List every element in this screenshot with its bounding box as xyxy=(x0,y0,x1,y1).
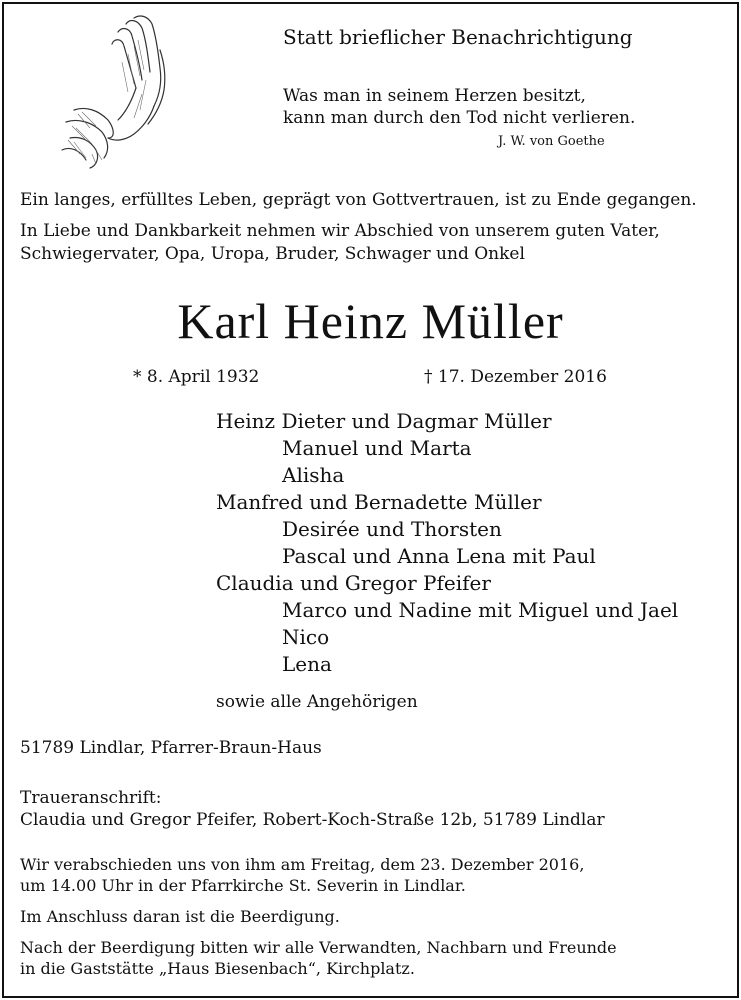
family-item: Alisha xyxy=(282,463,345,487)
quote-line-1: Was man in seinem Herzen besitzt, xyxy=(283,86,586,106)
quote-line-2: kann man durch den Tod nicht verlieren. xyxy=(283,108,636,128)
family-item: Lena xyxy=(282,652,332,676)
birth-date: * 8. April 1932 xyxy=(133,367,260,387)
relatives-note: sowie alle Angehörigen xyxy=(216,692,418,712)
family-item: Manuel und Marta xyxy=(282,436,472,460)
family-item: Claudia und Gregor Pfeifer xyxy=(216,571,491,595)
deceased-name: Karl Heinz Müller xyxy=(177,293,564,349)
notice-heading: Statt brieflicher Benachrichtigung xyxy=(283,25,633,49)
location-line: 51789 Lindlar, Pfarrer-Braun-Haus xyxy=(20,738,322,758)
family-list xyxy=(216,408,678,678)
praying-hands-icon xyxy=(56,10,186,170)
family-item: Marco und Nadine mit Miguel und Jael xyxy=(282,598,679,622)
invite-line-1: Nach der Beerdigung bitten wir alle Verwandten, Nachbarn und Freunde xyxy=(20,938,617,957)
address-value: Claudia und Gregor Pfeifer, Robert-Koch-Straße 12b, 51789 Lindlar xyxy=(20,810,605,830)
family-item: Nico xyxy=(282,625,330,649)
intro-line-3: Schwiegervater, Opa, Uropa, Bruder, Schwager und Onkel xyxy=(20,244,525,264)
funeral-line-1: Wir verabschieden uns von ihm am Freitag, dem 23. Dezember 2016, xyxy=(20,855,585,874)
quote-author: J. W. von Goethe xyxy=(498,134,605,149)
family-item: Manfred und Bernadette Müller xyxy=(216,490,542,514)
burial-line: Im Anschluss daran ist die Beerdigung. xyxy=(20,907,340,926)
intro-line-1: Ein langes, erfülltes Leben, geprägt von Gottvertrauen, ist zu Ende gegangen. xyxy=(20,190,697,210)
intro-line-2: In Liebe und Dankbarkeit nehmen wir Abschied von unserem guten Vater, xyxy=(20,221,660,241)
address-label: Traueranschrift: xyxy=(20,788,162,808)
family-item: Desirée und Thorsten xyxy=(282,517,502,541)
family-item: Pascal und Anna Lena mit Paul xyxy=(282,544,596,568)
funeral-line-2: um 14.00 Uhr in der Pfarrkirche St. Severin in Lindlar. xyxy=(20,876,466,895)
family-item: Heinz Dieter und Dagmar Müller xyxy=(216,409,552,433)
death-date: † 17. Dezember 2016 xyxy=(424,367,607,387)
invite-line-2: in die Gaststätte „Haus Biesenbach“, Kirchplatz. xyxy=(20,959,415,978)
